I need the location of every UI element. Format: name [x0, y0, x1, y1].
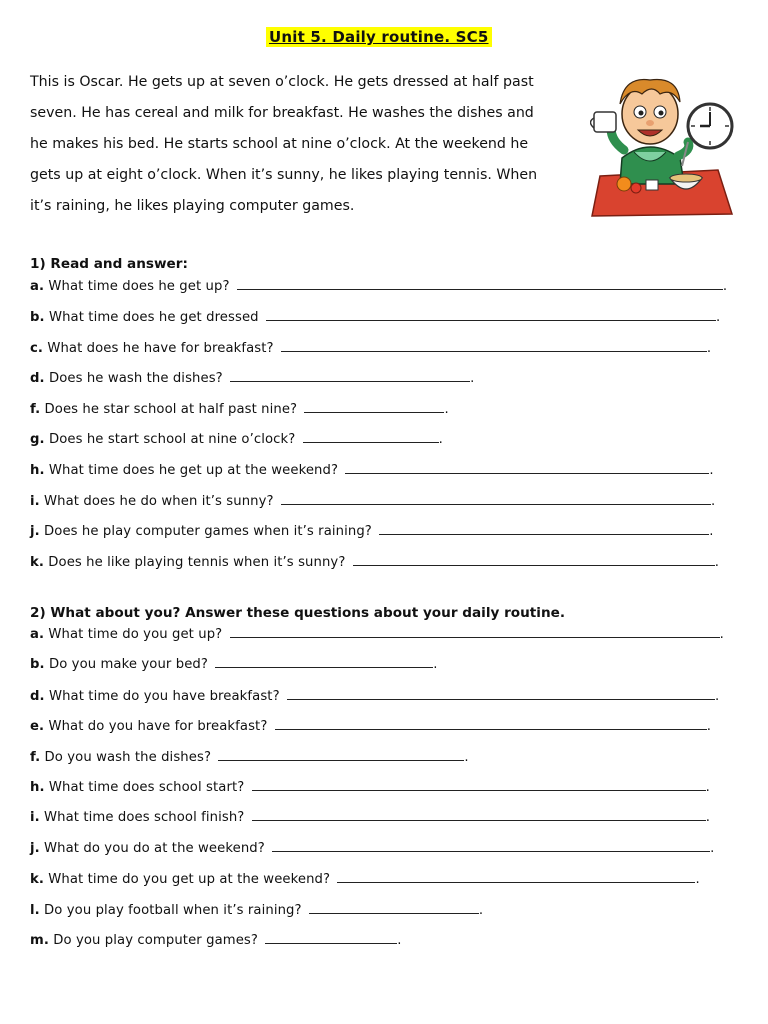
question-text: What do you do at the weekend?	[44, 841, 265, 856]
answer-line[interactable]	[265, 932, 397, 944]
question-row: g. Does he start school at nine o’clock? .	[30, 432, 443, 447]
answer-line[interactable]	[309, 902, 479, 914]
question-text: What time does he get up at the weekend?	[48, 463, 339, 478]
boy-breakfast-clock-illustration	[590, 66, 740, 218]
question-text: Does he like playing tennis when it’s sunny?	[48, 555, 346, 570]
intro-line: gets up at eight o’clock. When it’s sunny, he likes playing tennis. When	[30, 167, 538, 183]
answer-line[interactable]	[215, 656, 433, 668]
question-letter: f.	[30, 402, 41, 417]
question-row: l. Do you play football when it’s raining? .	[30, 903, 484, 918]
answer-line[interactable]	[230, 370, 470, 382]
question-row: k. What time do you get up at the weekend? .	[30, 872, 700, 887]
question-text: Do you play football when it’s raining?	[44, 903, 302, 918]
answer-line[interactable]	[287, 688, 715, 700]
question-row: d. Does he wash the dishes? .	[30, 371, 475, 386]
question-letter: b.	[30, 657, 45, 672]
question-row: j. What do you do at the weekend? .	[30, 841, 715, 856]
answer-line[interactable]	[252, 809, 706, 821]
question-text: What does he have for breakfast?	[47, 341, 274, 356]
question-letter: k.	[30, 872, 44, 887]
question-text: What time does school start?	[48, 780, 245, 795]
question-text: What time do you have breakfast?	[48, 689, 280, 704]
section1-heading: 1) Read and answer:	[30, 256, 188, 272]
answer-line[interactable]	[281, 493, 711, 505]
question-letter: b.	[30, 310, 45, 325]
question-row: a. What time does he get up? .	[30, 279, 728, 294]
question-row: a. What time do you get up? .	[30, 627, 724, 642]
question-text: What time does he get dressed	[48, 310, 259, 325]
question-letter: j.	[30, 841, 40, 856]
question-letter: d.	[30, 689, 45, 704]
question-row: k. Does he like playing tennis when it’s sunny? .	[30, 555, 720, 570]
intro-line: This is Oscar. He gets up at seven o’clock. He gets dressed at half past	[30, 74, 534, 90]
question-letter: j.	[30, 524, 40, 539]
question-row: i. What does he do when it’s sunny? .	[30, 494, 716, 509]
question-text: What time do you get up at the weekend?	[48, 872, 331, 887]
question-row: e. What do you have for breakfast? .	[30, 719, 712, 734]
question-row: h. What time does he get up at the weekend? .	[30, 463, 714, 478]
question-letter: k.	[30, 555, 44, 570]
answer-line[interactable]	[353, 554, 715, 566]
question-row: b. Do you make your bed? .	[30, 657, 438, 672]
answer-line[interactable]	[218, 749, 464, 761]
answer-line[interactable]	[275, 718, 707, 730]
question-letter: g.	[30, 432, 45, 447]
question-letter: m.	[30, 933, 49, 948]
question-letter: i.	[30, 810, 40, 825]
answer-line[interactable]	[237, 278, 723, 290]
section2-heading: 2) What about you? Answer these questions about your daily routine.	[30, 605, 566, 621]
question-text: What does he do when it’s sunny?	[44, 494, 274, 509]
question-text: Does he play computer games when it’s raining?	[44, 524, 372, 539]
question-row: f. Do you wash the dishes? .	[30, 750, 469, 765]
question-letter: a.	[30, 627, 45, 642]
worksheet-title: Unit 5. Daily routine. SC5	[266, 27, 492, 47]
question-text: Does he star school at half past nine?	[44, 402, 298, 417]
question-row: f. Does he star school at half past nine? .	[30, 402, 449, 417]
intro-line: seven. He has cereal and milk for breakfast. He washes the dishes and	[30, 105, 534, 121]
answer-line[interactable]	[345, 462, 709, 474]
question-text: What do you have for breakfast?	[48, 719, 268, 734]
question-row: h. What time does school start? .	[30, 780, 710, 795]
question-text: Do you play computer games?	[53, 933, 258, 948]
question-row: j. Does he play computer games when it’s raining? .	[30, 524, 714, 539]
question-letter: f.	[30, 750, 41, 765]
question-letter: h.	[30, 780, 45, 795]
answer-line[interactable]	[303, 431, 439, 443]
question-row: c. What does he have for breakfast? .	[30, 341, 712, 356]
question-text: What time do you get up?	[48, 627, 223, 642]
question-text: What time does school finish?	[44, 810, 245, 825]
question-text: Does he start school at nine o’clock?	[48, 432, 296, 447]
question-text: Do you wash the dishes?	[44, 750, 212, 765]
answer-line[interactable]	[272, 840, 710, 852]
answer-line[interactable]	[337, 871, 695, 883]
answer-line[interactable]	[379, 523, 709, 535]
answer-line[interactable]	[281, 340, 707, 352]
question-row: d. What time do you have breakfast? .	[30, 689, 720, 704]
answer-line[interactable]	[304, 401, 444, 413]
question-letter: i.	[30, 494, 40, 509]
answer-line[interactable]	[252, 779, 706, 791]
question-row: m. Do you play computer games? .	[30, 933, 402, 948]
question-letter: e.	[30, 719, 45, 734]
question-letter: h.	[30, 463, 45, 478]
question-text: What time does he get up?	[48, 279, 230, 294]
answer-line[interactable]	[230, 626, 720, 638]
question-letter: d.	[30, 371, 45, 386]
question-letter: c.	[30, 341, 44, 356]
intro-line: he makes his bed. He starts school at nine o’clock. At the weekend he	[30, 136, 529, 152]
question-letter: a.	[30, 279, 45, 294]
intro-paragraph	[30, 67, 590, 222]
intro-line: it’s raining, he likes playing computer games.	[30, 198, 355, 214]
answer-line[interactable]	[266, 309, 716, 321]
question-row: i. What time does school finish? .	[30, 810, 710, 825]
question-row: b. What time does he get dressed .	[30, 310, 721, 325]
question-text: Do you make your bed?	[48, 657, 208, 672]
question-letter: l.	[30, 903, 40, 918]
question-text: Does he wash the dishes?	[48, 371, 223, 386]
